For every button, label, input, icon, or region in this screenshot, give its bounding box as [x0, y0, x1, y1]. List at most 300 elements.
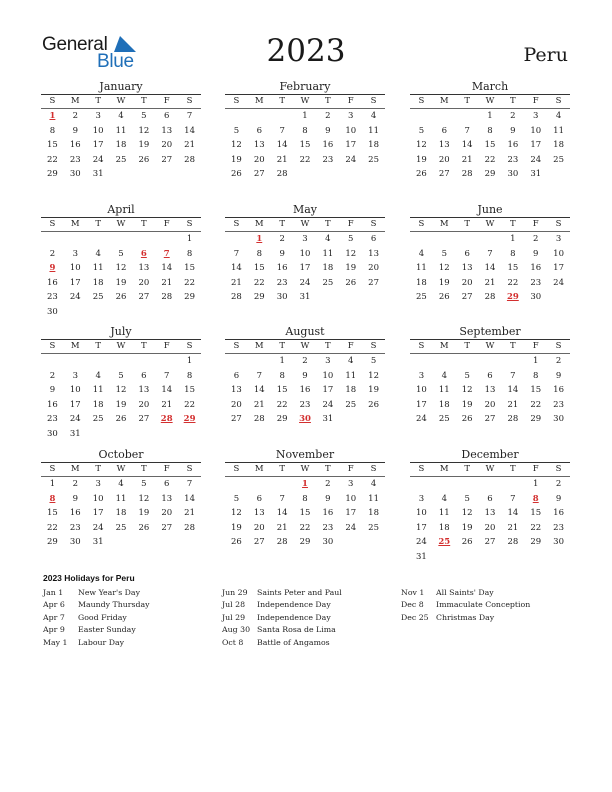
week-row [225, 398, 385, 413]
day-cell: 30 [276, 292, 288, 302]
empty-day-cell [87, 427, 110, 442]
empty-day-cell [155, 167, 178, 182]
weekday-label: S [370, 219, 377, 229]
holiday-name: Immaculate Conception [436, 600, 531, 610]
day-cell: 3 [418, 370, 425, 381]
day-cell: 4 [118, 479, 124, 489]
weekday-label: F [532, 96, 539, 106]
holiday-day-cell: 1 [256, 234, 263, 244]
day-cell: 23 [47, 414, 58, 424]
weekday-label: S [186, 464, 193, 474]
day-cell: 21 [161, 399, 173, 410]
holiday-day-cell: 7 [163, 248, 170, 259]
day-cell: 24 [92, 522, 104, 533]
day-cell: 29 [299, 537, 311, 547]
week-row [410, 261, 570, 276]
day-cell: 17 [416, 522, 427, 533]
week-row [410, 354, 570, 369]
weekday-label: T [464, 96, 470, 106]
holiday-day-cell: 29 [506, 292, 519, 302]
weekday-label: W [485, 464, 495, 474]
weekday-label: S [555, 219, 562, 229]
day-cell: 16 [69, 508, 81, 518]
day-cell: 2 [533, 234, 539, 244]
day-cell: 1 [487, 111, 493, 121]
weekday-label: S [370, 341, 377, 351]
day-cell: 11 [416, 263, 427, 273]
day-cell: 7 [279, 125, 285, 136]
day-cell: 18 [92, 277, 104, 288]
day-cell: 26 [138, 522, 150, 533]
day-cell: 15 [47, 508, 58, 518]
weekday-label: M [254, 464, 264, 474]
weekday-label: S [186, 96, 193, 106]
day-cell: 17 [553, 263, 564, 273]
day-cell: 17 [92, 508, 104, 518]
week-row [225, 290, 385, 305]
day-cell: 22 [184, 277, 195, 288]
day-cell: 24 [299, 277, 311, 288]
day-cell: 18 [438, 522, 450, 533]
holidays-column [222, 587, 402, 649]
weekday-label: T [325, 464, 331, 474]
week-row [410, 247, 570, 262]
weekday-label: T [510, 464, 516, 474]
week-row [41, 427, 201, 442]
weekday-label: T [325, 219, 331, 229]
day-cell: 24 [416, 537, 427, 547]
day-cell: 25 [115, 154, 127, 165]
day-cell: 26 [138, 154, 150, 165]
day-cell: 20 [231, 399, 242, 410]
month-december [410, 448, 570, 564]
day-cell: 2 [555, 479, 562, 489]
weekday-label: S [233, 341, 240, 351]
day-cell: 13 [368, 248, 379, 259]
holiday-day-cell: 1 [49, 111, 56, 121]
day-cell: 21 [507, 522, 519, 533]
month-title: May [292, 203, 318, 216]
holiday-date: Aug 30 [222, 625, 251, 635]
day-cell: 30 [507, 169, 519, 179]
holiday-name: Saints Peter and Paul [257, 588, 342, 597]
day-cell: 25 [115, 522, 127, 533]
day-cell: 2 [72, 111, 78, 121]
day-cell: 29 [47, 537, 58, 547]
day-cell: 16 [322, 508, 334, 518]
day-cell: 18 [368, 140, 379, 150]
day-cell: 16 [507, 140, 519, 150]
holiday-date: Jul 28 [222, 600, 246, 610]
weekday-header-row [410, 95, 570, 109]
holiday-entry [43, 637, 223, 649]
weekday-label: T [279, 96, 285, 106]
weekday-header-row [410, 463, 570, 477]
weekday-label: T [141, 464, 147, 474]
day-cell: 26 [461, 414, 473, 424]
day-cell: 3 [325, 356, 331, 366]
empty-day-cell [110, 305, 133, 320]
month-title: September [459, 325, 521, 338]
day-cell: 13 [438, 140, 450, 150]
weekday-label: F [347, 219, 354, 229]
holiday-name: New Year's Day [78, 588, 140, 597]
holiday-entry [43, 599, 223, 611]
day-cell: 19 [138, 508, 150, 518]
day-cell: 21 [276, 522, 288, 533]
day-cell: 18 [115, 140, 127, 150]
weekday-label: S [555, 464, 562, 474]
weekday-label: S [418, 464, 425, 474]
month-title: January [99, 80, 143, 93]
holiday-name: Independence Day [257, 612, 331, 622]
day-cell: 21 [507, 399, 519, 410]
day-cell: 21 [276, 154, 288, 165]
day-cell: 2 [72, 479, 78, 489]
weekday-label: T [464, 341, 470, 351]
day-cell: 21 [184, 508, 195, 518]
day-cell: 26 [115, 292, 127, 302]
day-cell: 28 [276, 537, 288, 547]
day-cell: 20 [368, 263, 379, 273]
day-cell: 10 [345, 125, 357, 136]
empty-day-cell [456, 550, 479, 565]
day-cell: 16 [322, 140, 334, 150]
day-cell: 18 [368, 508, 379, 518]
day-cell: 28 [461, 169, 473, 179]
weekday-label: S [555, 341, 562, 351]
day-cell: 12 [231, 140, 242, 150]
week-row [41, 383, 201, 398]
day-cell: 7 [510, 493, 516, 504]
empty-day-cell [110, 535, 133, 550]
day-cell: 15 [530, 385, 542, 395]
day-cell: 7 [256, 370, 262, 381]
day-cell: 9 [510, 125, 516, 136]
day-cell: 16 [553, 385, 564, 395]
day-cell: 25 [368, 522, 379, 533]
day-cell: 7 [233, 248, 240, 259]
day-cell: 28 [276, 169, 288, 179]
week-row [41, 109, 201, 124]
day-cell: 13 [253, 508, 265, 518]
week-row [410, 535, 570, 550]
month-november [225, 448, 385, 550]
day-cell: 23 [553, 399, 564, 410]
day-cell: 14 [461, 140, 473, 150]
day-cell: 3 [95, 111, 101, 121]
weekday-label: M [70, 219, 80, 229]
day-cell: 9 [49, 385, 56, 395]
weekday-label: T [464, 464, 470, 474]
day-cell: 9 [555, 370, 562, 381]
day-cell: 22 [253, 277, 265, 288]
weekday-label: T [95, 219, 101, 229]
empty-day-cell [456, 477, 479, 492]
day-cell: 2 [555, 356, 562, 366]
day-cell: 11 [368, 125, 379, 136]
day-cell: 17 [299, 263, 311, 273]
day-cell: 5 [464, 370, 470, 381]
day-cell: 4 [555, 111, 562, 121]
day-cell: 24 [69, 414, 81, 424]
weekday-label: M [70, 341, 80, 351]
day-cell: 20 [461, 277, 473, 288]
day-cell: 29 [253, 292, 265, 302]
day-cell: 19 [115, 399, 127, 410]
day-cell: 29 [530, 414, 542, 424]
day-cell: 8 [302, 125, 308, 136]
day-cell: 8 [510, 248, 516, 259]
weekday-label: W [116, 96, 126, 106]
weekday-label: W [485, 219, 495, 229]
week-row [410, 276, 570, 291]
day-cell: 26 [368, 399, 379, 410]
day-cell: 17 [69, 399, 81, 410]
weekday-label: F [347, 341, 354, 351]
weekday-label: M [439, 96, 449, 106]
weekday-header-row [225, 340, 385, 354]
empty-day-cell [339, 167, 362, 182]
day-cell: 28 [253, 414, 265, 424]
week-row [225, 506, 385, 521]
day-cell: 13 [161, 493, 173, 504]
day-cell: 21 [484, 277, 496, 288]
day-cell: 23 [322, 522, 334, 533]
day-cell: 16 [69, 140, 81, 150]
holiday-entry [401, 587, 581, 599]
day-cell: 14 [507, 508, 519, 518]
weekday-label: T [95, 341, 101, 351]
week-row [225, 109, 385, 124]
weekday-label: M [439, 341, 449, 351]
day-cell: 18 [553, 140, 564, 150]
day-cell: 1 [510, 234, 516, 244]
weekday-label: S [49, 219, 56, 229]
day-cell: 31 [69, 428, 81, 439]
day-cell: 25 [416, 292, 427, 302]
empty-day-cell [501, 477, 524, 492]
empty-day-cell [41, 232, 64, 247]
holiday-name: Battle of Angamos [257, 637, 330, 647]
empty-day-cell [362, 412, 385, 427]
day-cell: 7 [164, 370, 170, 381]
day-cell: 28 [484, 292, 496, 302]
day-cell: 3 [72, 370, 78, 381]
weekday-header-row [41, 218, 201, 232]
day-cell: 9 [72, 125, 78, 136]
empty-day-cell [64, 305, 87, 320]
day-cell: 29 [530, 537, 542, 547]
day-cell: 14 [253, 385, 265, 395]
day-cell: 9 [72, 493, 78, 504]
day-cell: 13 [138, 385, 150, 395]
weekday-label: M [70, 96, 80, 106]
empty-day-cell [433, 232, 456, 247]
day-cell: 6 [441, 125, 447, 136]
empty-day-cell [479, 550, 502, 565]
day-cell: 15 [530, 508, 542, 518]
day-cell: 3 [533, 111, 539, 121]
day-cell: 12 [345, 248, 357, 259]
empty-day-cell [316, 167, 339, 182]
day-cell: 1 [533, 356, 539, 366]
empty-day-cell [64, 354, 87, 369]
week-row [225, 369, 385, 384]
holiday-entry [222, 599, 402, 611]
day-cell: 27 [484, 537, 496, 547]
day-cell: 10 [69, 263, 81, 273]
day-cell: 21 [461, 154, 473, 165]
day-cell: 23 [299, 399, 311, 410]
week-row [410, 232, 570, 247]
week-row [225, 477, 385, 492]
empty-day-cell [479, 232, 502, 247]
weekday-label: S [418, 341, 425, 351]
week-row [225, 383, 385, 398]
day-cell: 9 [325, 125, 331, 136]
empty-day-cell [410, 477, 433, 492]
day-cell: 23 [69, 154, 81, 165]
empty-day-cell [456, 109, 479, 124]
holiday-date: Dec 25 [401, 612, 429, 622]
weekday-header-row [225, 95, 385, 109]
month-title: June [477, 203, 503, 216]
day-cell: 25 [368, 154, 379, 165]
day-cell: 15 [299, 508, 311, 518]
day-cell: 22 [530, 399, 542, 410]
day-cell: 8 [186, 248, 193, 259]
month-title: October [98, 448, 144, 461]
country-name: Peru [523, 44, 568, 66]
day-cell: 3 [302, 234, 308, 244]
day-cell: 8 [533, 370, 539, 381]
empty-day-cell [456, 354, 479, 369]
day-cell: 17 [345, 140, 357, 150]
day-cell: 27 [161, 522, 173, 533]
day-cell: 14 [231, 263, 242, 273]
day-cell: 24 [69, 292, 81, 302]
empty-day-cell [248, 109, 271, 124]
day-cell: 31 [92, 537, 104, 547]
day-cell: 27 [138, 414, 150, 424]
day-cell: 16 [276, 263, 288, 273]
day-cell: 11 [438, 385, 450, 395]
month-august [225, 325, 385, 427]
holiday-day-cell: 29 [183, 414, 196, 424]
week-row [225, 232, 385, 247]
day-cell: 20 [138, 277, 150, 288]
weekday-label: S [233, 219, 240, 229]
week-row [410, 550, 570, 565]
empty-day-cell [110, 427, 133, 442]
day-cell: 4 [418, 248, 425, 259]
weekday-label: W [485, 341, 495, 351]
day-cell: 26 [438, 292, 450, 302]
day-cell: 6 [487, 370, 493, 381]
empty-day-cell [339, 290, 362, 305]
week-row [225, 276, 385, 291]
weekday-header-row [410, 218, 570, 232]
weekday-label: W [116, 341, 126, 351]
week-row [41, 138, 201, 153]
day-cell: 6 [256, 493, 262, 504]
weekday-label: M [254, 341, 264, 351]
day-cell: 18 [438, 399, 450, 410]
holiday-entry [222, 587, 402, 599]
day-cell: 18 [345, 385, 357, 395]
day-cell: 23 [507, 154, 519, 165]
week-row [41, 535, 201, 550]
holiday-date: Nov 1 [401, 588, 425, 597]
empty-day-cell [248, 477, 271, 492]
empty-day-cell [501, 550, 524, 565]
empty-day-cell [433, 477, 456, 492]
day-cell: 12 [115, 385, 127, 395]
empty-day-cell [547, 550, 570, 565]
empty-day-cell [132, 305, 155, 320]
holiday-date: Dec 8 [401, 600, 424, 610]
weekday-label: S [49, 341, 56, 351]
day-cell: 12 [231, 508, 242, 518]
week-row [225, 247, 385, 262]
day-cell: 5 [233, 125, 240, 136]
day-cell: 12 [416, 140, 427, 150]
day-cell: 9 [533, 248, 539, 259]
day-cell: 12 [461, 508, 473, 518]
day-cell: 7 [487, 248, 493, 259]
holiday-day-cell: 9 [49, 263, 56, 273]
holiday-name: Maundy Thursday [78, 600, 150, 610]
day-cell: 28 [231, 292, 242, 302]
weekday-header-row [225, 218, 385, 232]
weekday-label: F [532, 464, 539, 474]
day-cell: 28 [507, 537, 519, 547]
day-cell: 15 [47, 140, 58, 150]
day-cell: 22 [47, 154, 58, 165]
day-cell: 25 [92, 292, 104, 302]
weekday-label: F [347, 464, 354, 474]
weekday-label: F [163, 96, 170, 106]
day-cell: 6 [464, 248, 470, 259]
weekday-label: M [254, 96, 264, 106]
day-cell: 1 [533, 479, 539, 489]
empty-day-cell [155, 232, 178, 247]
day-cell: 10 [553, 248, 564, 259]
week-row [410, 477, 570, 492]
empty-day-cell [456, 232, 479, 247]
weekday-label: S [186, 219, 193, 229]
day-cell: 22 [47, 522, 58, 533]
day-cell: 16 [47, 277, 58, 288]
day-cell: 3 [95, 479, 101, 489]
day-cell: 19 [416, 154, 427, 165]
day-cell: 5 [464, 493, 470, 504]
day-cell: 31 [92, 169, 104, 179]
weekday-label: T [141, 219, 147, 229]
weekday-label: M [70, 464, 80, 474]
empty-day-cell [271, 477, 294, 492]
week-row [410, 167, 570, 182]
day-cell: 30 [553, 414, 564, 424]
empty-day-cell [155, 354, 178, 369]
day-cell: 24 [530, 154, 542, 165]
holiday-entry [222, 612, 402, 624]
day-cell: 26 [345, 277, 357, 288]
weekday-label: W [300, 464, 310, 474]
empty-day-cell [410, 354, 433, 369]
day-cell: 2 [325, 479, 331, 489]
